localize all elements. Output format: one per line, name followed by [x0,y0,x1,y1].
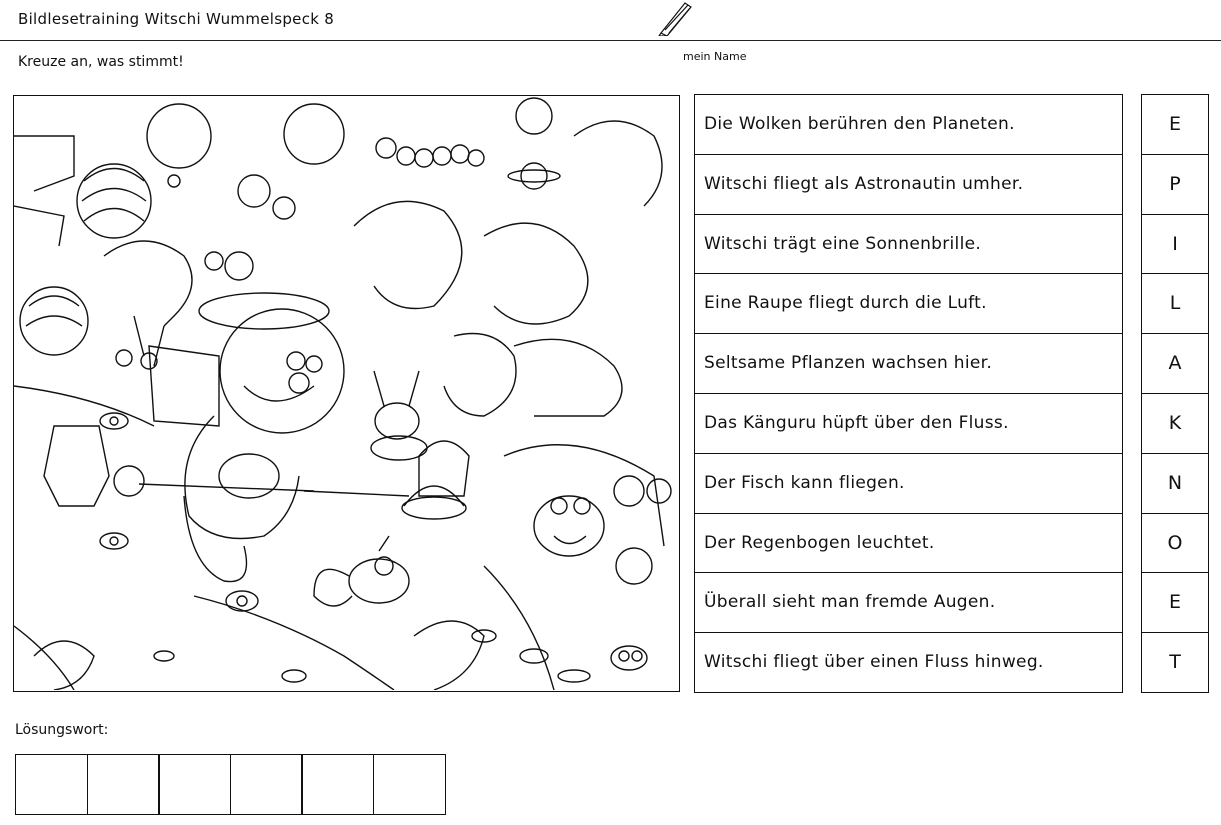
solution-box[interactable] [15,754,88,815]
statement-row: Eine Raupe fliegt durch die Luft. [694,274,1123,334]
letter-checkbox[interactable]: L [1141,274,1209,334]
statement-row: Witschi fliegt als Astronautin umher. [694,155,1123,215]
letter-checkbox[interactable]: I [1141,215,1209,275]
letter-checkbox[interactable]: N [1141,454,1209,514]
solution-box[interactable] [301,754,374,815]
worksheet-title: Bildlesetraining Witschi Wummelspeck 8 [18,10,335,28]
statement-row: Der Fisch kann fliegen. [694,454,1123,514]
letter-checkbox[interactable]: K [1141,394,1209,454]
solution-box[interactable] [230,754,303,815]
statement-row: Witschi fliegt über einen Fluss hinweg. [694,633,1123,693]
solution-label: Lösungswort: [15,722,109,738]
statement-row: Die Wolken berühren den Planeten. [694,95,1123,155]
solution-box[interactable] [87,754,160,815]
header-divider [0,40,1221,41]
solution-box[interactable] [373,754,446,815]
letter-checkbox[interactable]: O [1141,514,1209,574]
statement-row: Das Känguru hüpft über den Fluss. [694,394,1123,454]
letter-checkbox[interactable]: P [1141,155,1209,215]
name-label: mein Name [683,50,747,63]
letter-checkbox[interactable]: A [1141,334,1209,394]
statement-row: Der Regenbogen leuchtet. [694,514,1123,574]
letter-checkbox[interactable]: E [1141,95,1209,155]
solution-box[interactable] [158,754,231,815]
pencil-icon [655,0,695,36]
statement-row: Seltsame Pflanzen wachsen hier. [694,334,1123,394]
solution-boxes [15,754,446,815]
instruction-text: Kreuze an, was stimmt! [18,54,184,70]
letter-checkbox[interactable]: E [1141,573,1209,633]
coloring-illustration [13,95,680,692]
illustration-drawing [14,96,678,690]
statement-list [694,94,1123,693]
letter-column [1141,94,1209,693]
statement-row: Überall sieht man fremde Augen. [694,573,1123,633]
letter-checkbox[interactable]: T [1141,633,1209,693]
statement-row: Witschi trägt eine Sonnenbrille. [694,215,1123,275]
